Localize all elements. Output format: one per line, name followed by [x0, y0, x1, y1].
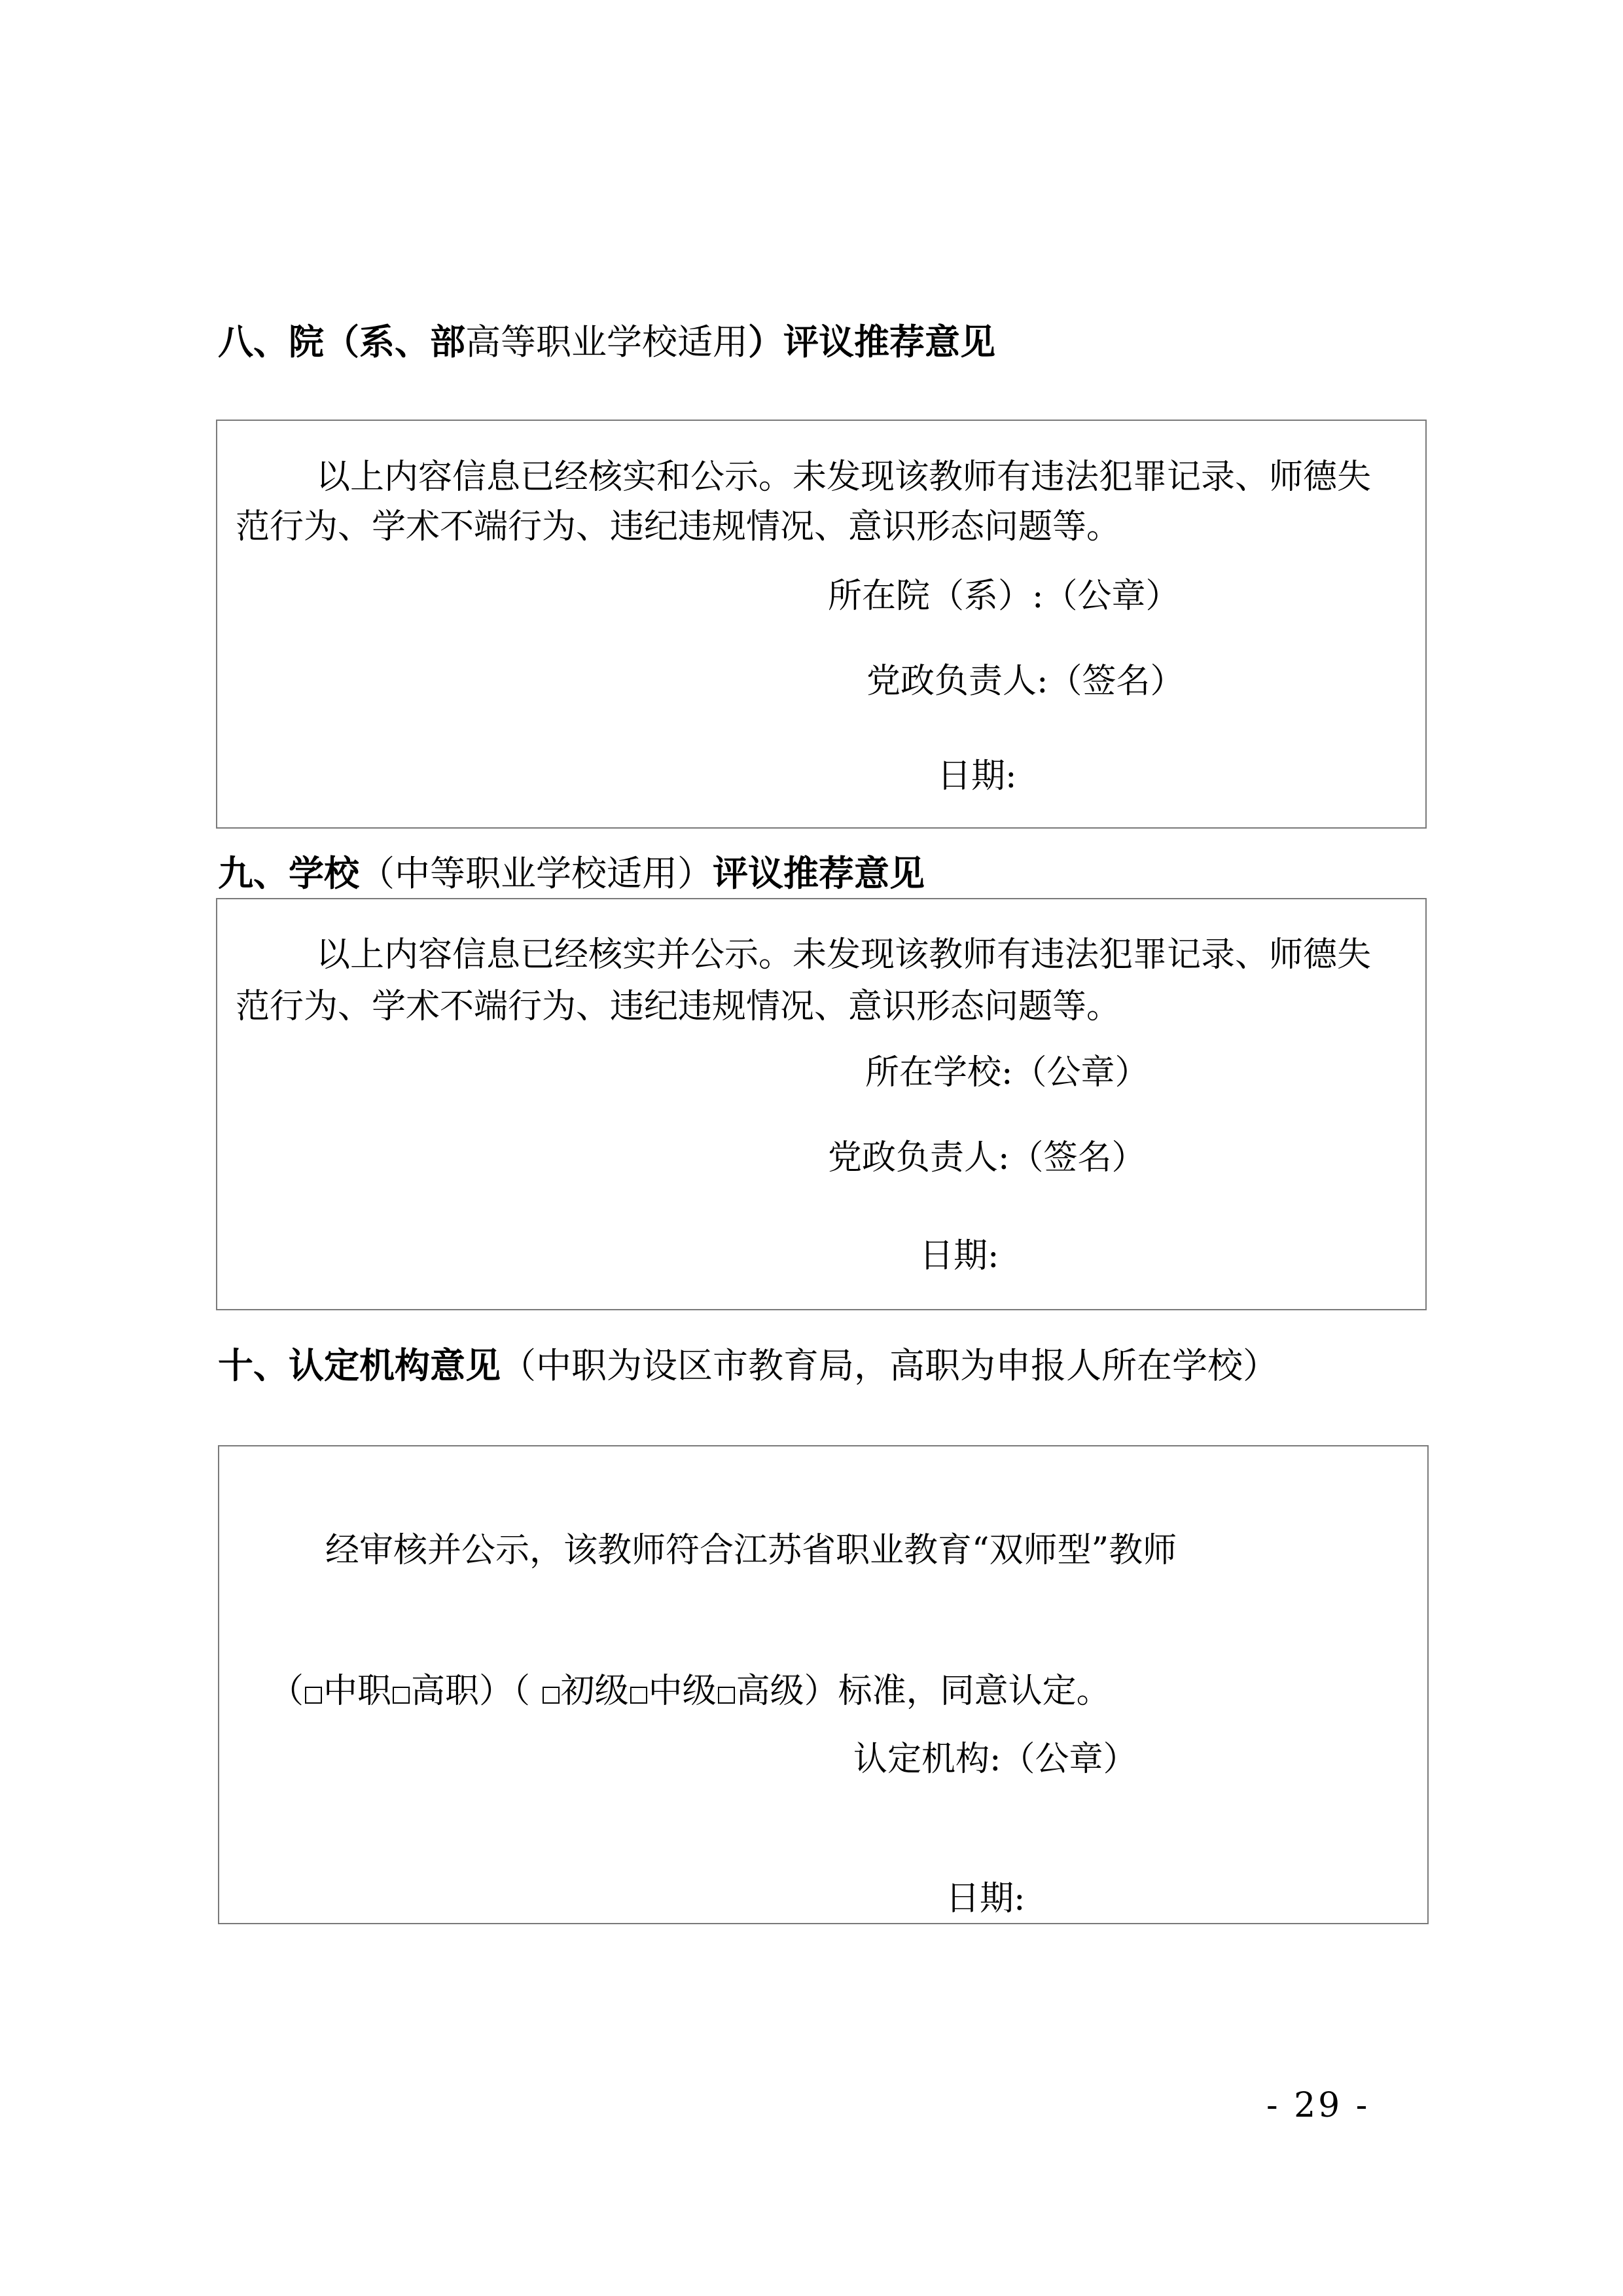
- section10-line1: 经审核并公示，该教师符合江苏省职业教育“双师型”教师: [325, 1531, 1177, 1570]
- checkbox-zhongzhi[interactable]: [305, 1687, 322, 1704]
- section9-signer: 党政负责人:（签名）: [828, 1138, 1146, 1177]
- section10-options: （ 中职 高职）（ 初级 中级 高级）标准，同意认定。: [270, 1672, 1111, 1711]
- section8-line1: 以上内容信息已经核实和公示。未发现该教师有违法犯罪记录、师德失: [316, 457, 1372, 497]
- section9-heading: 九、学校（中等职业学校适用）评议推荐意见: [218, 853, 925, 894]
- checkbox-chuji[interactable]: [543, 1687, 560, 1704]
- section10-seal: 认定机构:（公章）: [853, 1740, 1137, 1779]
- section8-heading: 八、院（系、部高等职业学校适用）评议推荐意见: [218, 321, 995, 363]
- page-number: - 29 -: [1266, 2086, 1370, 2125]
- section8-date: 日期:: [937, 757, 1017, 796]
- section9-line1: 以上内容信息已经核实并公示。未发现该教师有违法犯罪记录、师德失: [316, 935, 1372, 975]
- checkbox-gaoji[interactable]: [718, 1687, 735, 1704]
- section8-line2: 范行为、学术不端行为、违纪违规情况、意识形态问题等。: [236, 507, 1121, 547]
- section9-seal: 所在学校:（公章）: [865, 1053, 1149, 1092]
- section10-date: 日期:: [946, 1879, 1026, 1918]
- section8-signer: 党政负责人:（签名）: [866, 662, 1185, 701]
- section9-line2: 范行为、学术不端行为、违纪违规情况、意识形态问题等。: [236, 987, 1121, 1026]
- section9-date: 日期:: [919, 1236, 999, 1276]
- checkbox-zhongji[interactable]: [630, 1687, 647, 1704]
- section8-seal: 所在院（系）:（公章）: [828, 577, 1180, 616]
- checkbox-gaozhi[interactable]: [393, 1687, 410, 1704]
- section10-heading: 十、认定机构意见（中职为设区市教育局，高职为申报人所在学校）: [218, 1345, 1278, 1386]
